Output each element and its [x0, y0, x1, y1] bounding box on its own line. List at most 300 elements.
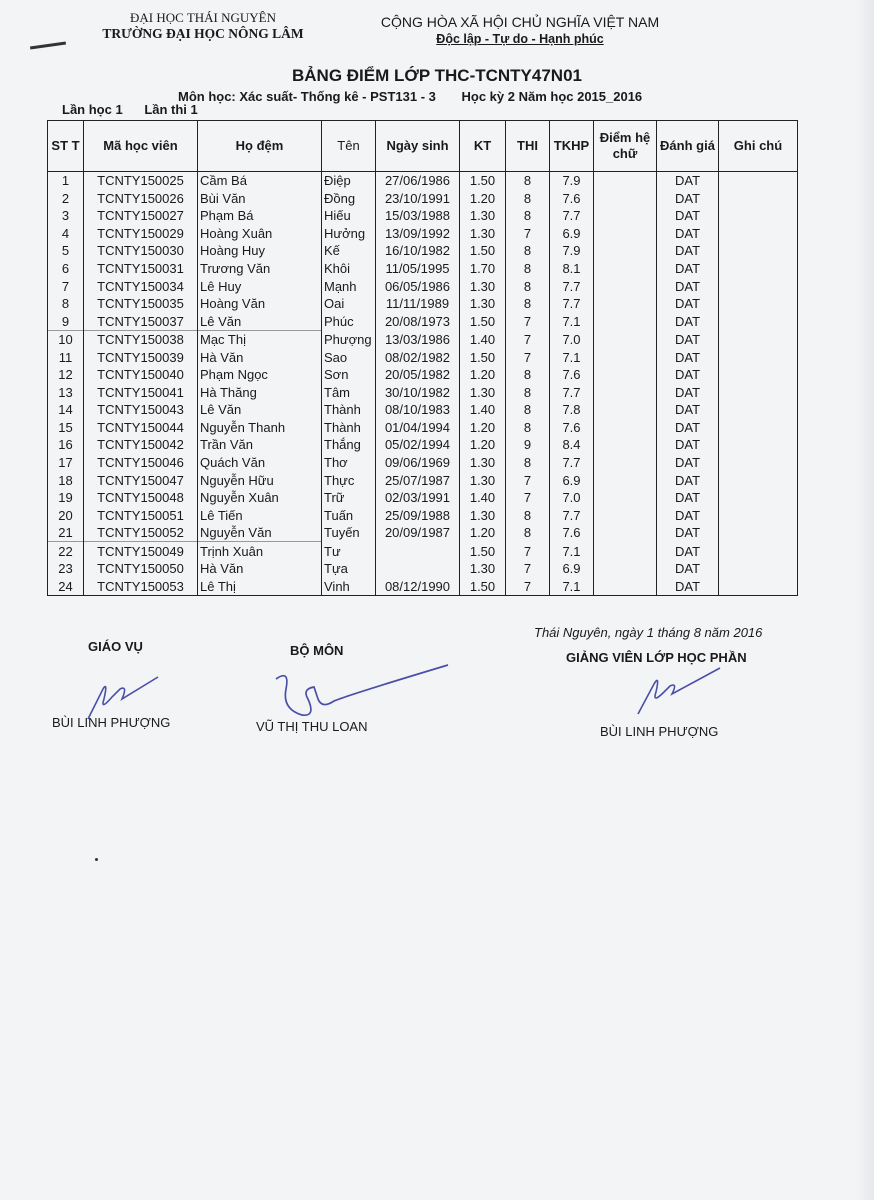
- table-row: [48, 560, 798, 578]
- cell-dob: 20/09/1987: [376, 524, 460, 542]
- cell-thi: 8: [506, 506, 550, 524]
- cell-letter-grade: [594, 330, 657, 348]
- subject-line: [178, 89, 664, 104]
- cell-stt: 14: [48, 401, 84, 419]
- cell-tkhp: 7.8: [550, 401, 594, 419]
- cell-tkhp: 7.7: [550, 207, 594, 225]
- cell-kt: 1.40: [460, 401, 506, 419]
- cell-first-name: Phượng: [322, 330, 376, 348]
- cell-letter-grade: [594, 419, 657, 437]
- cell-tkhp: 6.9: [550, 225, 594, 243]
- cell-last-name: Lê Văn: [198, 312, 322, 330]
- cell-dob: 13/09/1992: [376, 225, 460, 243]
- cell-student-id: TCNTY150044: [84, 419, 198, 437]
- cell-tkhp: 7.1: [550, 542, 594, 560]
- cell-student-id: TCNTY150043: [84, 401, 198, 419]
- cell-last-name: Hoàng Văn: [198, 295, 322, 313]
- cell-kt: 1.50: [460, 348, 506, 366]
- cell-tkhp: 7.7: [550, 454, 594, 472]
- col-notes: Ghi chú: [719, 121, 798, 172]
- cell-letter-grade: [594, 506, 657, 524]
- cell-last-name: Trần Văn: [198, 436, 322, 454]
- study-attempt: Lần học 1: [62, 102, 123, 117]
- cell-kt: 1.30: [460, 471, 506, 489]
- cell-first-name: Vinh: [322, 578, 376, 596]
- cell-thi: 7: [506, 471, 550, 489]
- cell-kt: 1.20: [460, 436, 506, 454]
- table-row: [48, 542, 798, 560]
- cell-dob: 25/07/1987: [376, 471, 460, 489]
- cell-student-id: TCNTY150039: [84, 348, 198, 366]
- cell-first-name: Phúc: [322, 312, 376, 330]
- cell-last-name: Bùi Văn: [198, 190, 322, 208]
- cell-last-name: Hà Văn: [198, 560, 322, 578]
- cell-thi: 8: [506, 524, 550, 542]
- cell-tkhp: 7.9: [550, 242, 594, 260]
- cell-dob: 16/10/1982: [376, 242, 460, 260]
- cell-dob: 09/06/1969: [376, 454, 460, 472]
- cell-student-id: TCNTY150027: [84, 207, 198, 225]
- cell-student-id: TCNTY150047: [84, 471, 198, 489]
- cell-last-name: Lê Tiến: [198, 506, 322, 524]
- speck: [95, 858, 98, 861]
- table-header-row: [48, 121, 798, 172]
- cell-letter-grade: [594, 578, 657, 596]
- cell-first-name: Đồng: [322, 190, 376, 208]
- table-row: [48, 207, 798, 225]
- cell-evaluation: DAT: [657, 277, 719, 295]
- cell-tkhp: 6.9: [550, 471, 594, 489]
- cell-last-name: Hoàng Huy: [198, 242, 322, 260]
- signature-role: BỘ MÔN: [290, 643, 344, 658]
- cell-first-name: Sơn: [322, 366, 376, 384]
- cell-notes: [719, 277, 798, 295]
- table-row: [48, 190, 798, 208]
- table-row: [48, 242, 798, 260]
- cell-evaluation: DAT: [657, 506, 719, 524]
- cell-notes: [719, 207, 798, 225]
- cell-letter-grade: [594, 542, 657, 560]
- cell-first-name: Thơ: [322, 454, 376, 472]
- cell-notes: [719, 172, 798, 190]
- cell-letter-grade: [594, 489, 657, 507]
- cell-letter-grade: [594, 225, 657, 243]
- pen-mark: [30, 42, 66, 50]
- cell-kt: 1.30: [460, 384, 506, 402]
- cell-notes: [719, 560, 798, 578]
- cell-dob: 11/05/1995: [376, 260, 460, 278]
- semester-info: Học kỳ 2 Năm học 2015_2016: [461, 89, 643, 104]
- cell-letter-grade: [594, 401, 657, 419]
- cell-notes: [719, 260, 798, 278]
- cell-thi: 8: [506, 454, 550, 472]
- cell-evaluation: DAT: [657, 312, 719, 330]
- signature-role: GIÁO VỤ: [88, 639, 143, 654]
- national-header: [370, 14, 670, 46]
- cell-student-id: TCNTY150038: [84, 330, 198, 348]
- cell-notes: [719, 524, 798, 542]
- signer-name: VŨ THỊ THU LOAN: [256, 719, 368, 734]
- cell-first-name: Tâm: [322, 384, 376, 402]
- cell-kt: 1.30: [460, 207, 506, 225]
- cell-notes: [719, 471, 798, 489]
- table-row: [48, 172, 798, 190]
- table-row: [48, 330, 798, 348]
- cell-stt: 4: [48, 225, 84, 243]
- col-dob: Ngày sinh: [376, 121, 460, 172]
- cell-dob: 02/03/1991: [376, 489, 460, 507]
- cell-letter-grade: [594, 454, 657, 472]
- cell-stt: 17: [48, 454, 84, 472]
- cell-thi: 8: [506, 190, 550, 208]
- cell-letter-grade: [594, 260, 657, 278]
- signature-block-department: [256, 643, 368, 734]
- cell-notes: [719, 366, 798, 384]
- cell-last-name: Quách Văn: [198, 454, 322, 472]
- institution-header: [98, 10, 308, 42]
- col-first-name: Tên: [322, 121, 376, 172]
- cell-first-name: Tựa: [322, 560, 376, 578]
- col-student-id: Mã học viên: [84, 121, 198, 172]
- cell-last-name: Lê Văn: [198, 401, 322, 419]
- cell-dob: [376, 560, 460, 578]
- cell-student-id: TCNTY150049: [84, 542, 198, 560]
- cell-first-name: Mạnh: [322, 277, 376, 295]
- cell-letter-grade: [594, 471, 657, 489]
- cell-evaluation: DAT: [657, 471, 719, 489]
- cell-student-id: TCNTY150034: [84, 277, 198, 295]
- cell-stt: 15: [48, 419, 84, 437]
- cell-first-name: Thắng: [322, 436, 376, 454]
- cell-letter-grade: [594, 312, 657, 330]
- cell-student-id: TCNTY150053: [84, 578, 198, 596]
- col-stt: ST T: [48, 121, 84, 172]
- table-row: [48, 348, 798, 366]
- cell-thi: 7: [506, 560, 550, 578]
- table-row: [48, 384, 798, 402]
- cell-last-name: Nguyễn Xuân: [198, 489, 322, 507]
- cell-student-id: TCNTY150029: [84, 225, 198, 243]
- cell-notes: [719, 578, 798, 596]
- cell-kt: 1.50: [460, 172, 506, 190]
- cell-tkhp: 7.0: [550, 330, 594, 348]
- cell-evaluation: DAT: [657, 419, 719, 437]
- table-row: [48, 578, 798, 596]
- cell-kt: 1.70: [460, 260, 506, 278]
- cell-letter-grade: [594, 295, 657, 313]
- cell-stt: 13: [48, 384, 84, 402]
- signer-name: BÙI LINH PHƯỢNG: [52, 715, 171, 730]
- cell-stt: 21: [48, 524, 84, 542]
- cell-stt: 12: [48, 366, 84, 384]
- cell-student-id: TCNTY150042: [84, 436, 198, 454]
- cell-last-name: Mạc Thị: [198, 330, 322, 348]
- cell-tkhp: 7.7: [550, 295, 594, 313]
- cell-thi: 7: [506, 330, 550, 348]
- cell-last-name: Lê Huy: [198, 277, 322, 295]
- cell-notes: [719, 401, 798, 419]
- cell-student-id: TCNTY150025: [84, 172, 198, 190]
- col-evaluation: Đánh giá: [657, 121, 719, 172]
- cell-kt: 1.30: [460, 454, 506, 472]
- table-row: [48, 295, 798, 313]
- cell-letter-grade: [594, 366, 657, 384]
- cell-evaluation: DAT: [657, 542, 719, 560]
- cell-tkhp: 7.9: [550, 172, 594, 190]
- cell-tkhp: 7.1: [550, 348, 594, 366]
- cell-evaluation: DAT: [657, 225, 719, 243]
- cell-kt: 1.50: [460, 242, 506, 260]
- cell-stt: 2: [48, 190, 84, 208]
- cell-notes: [719, 506, 798, 524]
- cell-thi: 7: [506, 312, 550, 330]
- cell-student-id: TCNTY150030: [84, 242, 198, 260]
- cell-thi: 8: [506, 260, 550, 278]
- cell-evaluation: DAT: [657, 348, 719, 366]
- cell-dob: 08/02/1982: [376, 348, 460, 366]
- cell-evaluation: DAT: [657, 578, 719, 596]
- cell-dob: 20/05/1982: [376, 366, 460, 384]
- cell-last-name: Lê Thị: [198, 578, 322, 596]
- cell-stt: 7: [48, 277, 84, 295]
- cell-kt: 1.50: [460, 542, 506, 560]
- cell-student-id: TCNTY150037: [84, 312, 198, 330]
- cell-dob: 20/08/1973: [376, 312, 460, 330]
- cell-dob: 08/12/1990: [376, 578, 460, 596]
- cell-tkhp: 7.6: [550, 366, 594, 384]
- col-letter-grade: Điểm hệ chữ: [594, 121, 657, 172]
- cell-dob: 11/11/1989: [376, 295, 460, 313]
- cell-dob: 23/10/1991: [376, 190, 460, 208]
- cell-first-name: Tuấn: [322, 506, 376, 524]
- table-row: [48, 489, 798, 507]
- table-row: [48, 419, 798, 437]
- table-row: [48, 471, 798, 489]
- cell-kt: 1.40: [460, 330, 506, 348]
- cell-tkhp: 7.1: [550, 312, 594, 330]
- cell-first-name: Thành: [322, 419, 376, 437]
- cell-notes: [719, 225, 798, 243]
- signer-name: BÙI LINH PHƯỢNG: [600, 724, 719, 739]
- cell-thi: 7: [506, 542, 550, 560]
- cell-last-name: Nguyễn Văn: [198, 524, 322, 542]
- cell-student-id: TCNTY150026: [84, 190, 198, 208]
- cell-evaluation: DAT: [657, 436, 719, 454]
- col-tkhp: TKHP: [550, 121, 594, 172]
- cell-first-name: Điệp: [322, 172, 376, 190]
- cell-notes: [719, 348, 798, 366]
- cell-tkhp: 7.0: [550, 489, 594, 507]
- cell-last-name: Hà Văn: [198, 348, 322, 366]
- cell-student-id: TCNTY150046: [84, 454, 198, 472]
- cell-first-name: Oai: [322, 295, 376, 313]
- cell-student-id: TCNTY150031: [84, 260, 198, 278]
- cell-first-name: Trữ: [322, 489, 376, 507]
- table-row: [48, 436, 798, 454]
- cell-stt: 6: [48, 260, 84, 278]
- cell-thi: 8: [506, 384, 550, 402]
- cell-tkhp: 7.6: [550, 524, 594, 542]
- cell-notes: [719, 489, 798, 507]
- cell-dob: 01/04/1994: [376, 419, 460, 437]
- national-motto: Độc lập - Tự do - Hạnh phúc: [436, 32, 604, 46]
- table-row: [48, 312, 798, 330]
- cell-student-id: TCNTY150050: [84, 560, 198, 578]
- cell-tkhp: 7.6: [550, 190, 594, 208]
- cell-evaluation: DAT: [657, 260, 719, 278]
- cell-last-name: Trịnh Xuân: [198, 542, 322, 560]
- cell-letter-grade: [594, 348, 657, 366]
- cell-dob: 27/06/1986: [376, 172, 460, 190]
- cell-kt: 1.50: [460, 312, 506, 330]
- cell-letter-grade: [594, 384, 657, 402]
- cell-stt: 22: [48, 542, 84, 560]
- cell-stt: 20: [48, 506, 84, 524]
- cell-thi: 8: [506, 172, 550, 190]
- cell-tkhp: 7.7: [550, 277, 594, 295]
- cell-evaluation: DAT: [657, 242, 719, 260]
- cell-stt: 1: [48, 172, 84, 190]
- cell-first-name: Tuyến: [322, 524, 376, 542]
- cell-first-name: Thành: [322, 401, 376, 419]
- cell-tkhp: 8.4: [550, 436, 594, 454]
- table-row: [48, 225, 798, 243]
- cell-last-name: Nguyễn Thanh: [198, 419, 322, 437]
- cell-stt: 3: [48, 207, 84, 225]
- cell-letter-grade: [594, 560, 657, 578]
- cell-dob: [376, 542, 460, 560]
- grades-body: [48, 172, 798, 596]
- cell-stt: 9: [48, 312, 84, 330]
- table-row: [48, 506, 798, 524]
- cell-kt: 1.30: [460, 277, 506, 295]
- cell-thi: 8: [506, 419, 550, 437]
- cell-letter-grade: [594, 172, 657, 190]
- cell-letter-grade: [594, 436, 657, 454]
- col-thi: THI: [506, 121, 550, 172]
- cell-kt: 1.30: [460, 225, 506, 243]
- cell-notes: [719, 295, 798, 313]
- cell-last-name: Cầm Bá: [198, 172, 322, 190]
- cell-evaluation: DAT: [657, 401, 719, 419]
- cell-notes: [719, 312, 798, 330]
- cell-dob: 06/05/1986: [376, 277, 460, 295]
- table-row: [48, 454, 798, 472]
- cell-thi: 8: [506, 401, 550, 419]
- cell-kt: 1.30: [460, 560, 506, 578]
- signature-block-academic-office: [52, 639, 171, 730]
- cell-thi: 7: [506, 489, 550, 507]
- page-edge-shadow: [856, 0, 874, 1200]
- cell-letter-grade: [594, 242, 657, 260]
- cell-last-name: Trương Văn: [198, 260, 322, 278]
- table-row: [48, 401, 798, 419]
- cell-first-name: Sao: [322, 348, 376, 366]
- cell-first-name: Kế: [322, 242, 376, 260]
- cell-thi: 9: [506, 436, 550, 454]
- attempt-line: [62, 102, 216, 117]
- cell-thi: 7: [506, 225, 550, 243]
- cell-evaluation: DAT: [657, 454, 719, 472]
- cell-dob: 08/10/1983: [376, 401, 460, 419]
- handwritten-signature: [630, 660, 740, 720]
- cell-dob: 30/10/1982: [376, 384, 460, 402]
- cell-letter-grade: [594, 190, 657, 208]
- cell-thi: 8: [506, 277, 550, 295]
- cell-kt: 1.50: [460, 578, 506, 596]
- cell-evaluation: DAT: [657, 207, 719, 225]
- cell-thi: 7: [506, 578, 550, 596]
- table-row: [48, 366, 798, 384]
- cell-tkhp: 7.7: [550, 506, 594, 524]
- cell-notes: [719, 384, 798, 402]
- col-last-name: Họ đệm: [198, 121, 322, 172]
- cell-last-name: Hà Thăng: [198, 384, 322, 402]
- cell-evaluation: DAT: [657, 384, 719, 402]
- cell-first-name: Tư: [322, 542, 376, 560]
- cell-stt: 5: [48, 242, 84, 260]
- cell-dob: 15/03/1988: [376, 207, 460, 225]
- cell-notes: [719, 190, 798, 208]
- cell-dob: 13/03/1986: [376, 330, 460, 348]
- cell-evaluation: DAT: [657, 489, 719, 507]
- cell-kt: 1.20: [460, 419, 506, 437]
- cell-thi: 8: [506, 242, 550, 260]
- cell-letter-grade: [594, 524, 657, 542]
- cell-notes: [719, 436, 798, 454]
- cell-kt: 1.30: [460, 295, 506, 313]
- cell-student-id: TCNTY150040: [84, 366, 198, 384]
- cell-letter-grade: [594, 207, 657, 225]
- grades-table: [47, 120, 798, 596]
- cell-stt: 10: [48, 330, 84, 348]
- cell-kt: 1.40: [460, 489, 506, 507]
- country-name: CỘNG HÒA XÃ HỘI CHỦ NGHĨA VIỆT NAM: [380, 14, 660, 30]
- cell-student-id: TCNTY150048: [84, 489, 198, 507]
- school-name: TRƯỜNG ĐẠI HỌC NÔNG LÂM: [102, 26, 304, 41]
- place-date: Thái Nguyên, ngày 1 tháng 8 năm 2016: [534, 625, 763, 640]
- cell-stt: 8: [48, 295, 84, 313]
- col-kt: KT: [460, 121, 506, 172]
- cell-thi: 8: [506, 366, 550, 384]
- table-row: [48, 524, 798, 542]
- cell-evaluation: DAT: [657, 295, 719, 313]
- cell-stt: 16: [48, 436, 84, 454]
- page-title: BẢNG ĐIỂM LỚP THC-TCNTY47N01: [292, 66, 582, 85]
- cell-stt: 11: [48, 348, 84, 366]
- cell-kt: 1.20: [460, 524, 506, 542]
- cell-student-id: TCNTY150051: [84, 506, 198, 524]
- cell-evaluation: DAT: [657, 560, 719, 578]
- cell-student-id: TCNTY150052: [84, 524, 198, 542]
- cell-student-id: TCNTY150035: [84, 295, 198, 313]
- subject-info: Môn học: Xác suất- Thống kê - PST131 - 3: [178, 89, 436, 104]
- cell-notes: [719, 242, 798, 260]
- cell-evaluation: DAT: [657, 172, 719, 190]
- cell-dob: 05/02/1994: [376, 436, 460, 454]
- table-row: [48, 277, 798, 295]
- cell-last-name: Phạm Ngọc: [198, 366, 322, 384]
- cell-stt: 19: [48, 489, 84, 507]
- cell-tkhp: 7.1: [550, 578, 594, 596]
- cell-thi: 8: [506, 207, 550, 225]
- cell-letter-grade: [594, 277, 657, 295]
- cell-first-name: Hưởng: [322, 225, 376, 243]
- cell-dob: 25/09/1988: [376, 506, 460, 524]
- cell-tkhp: 7.6: [550, 419, 594, 437]
- cell-evaluation: DAT: [657, 524, 719, 542]
- cell-last-name: Nguyễn Hữu: [198, 471, 322, 489]
